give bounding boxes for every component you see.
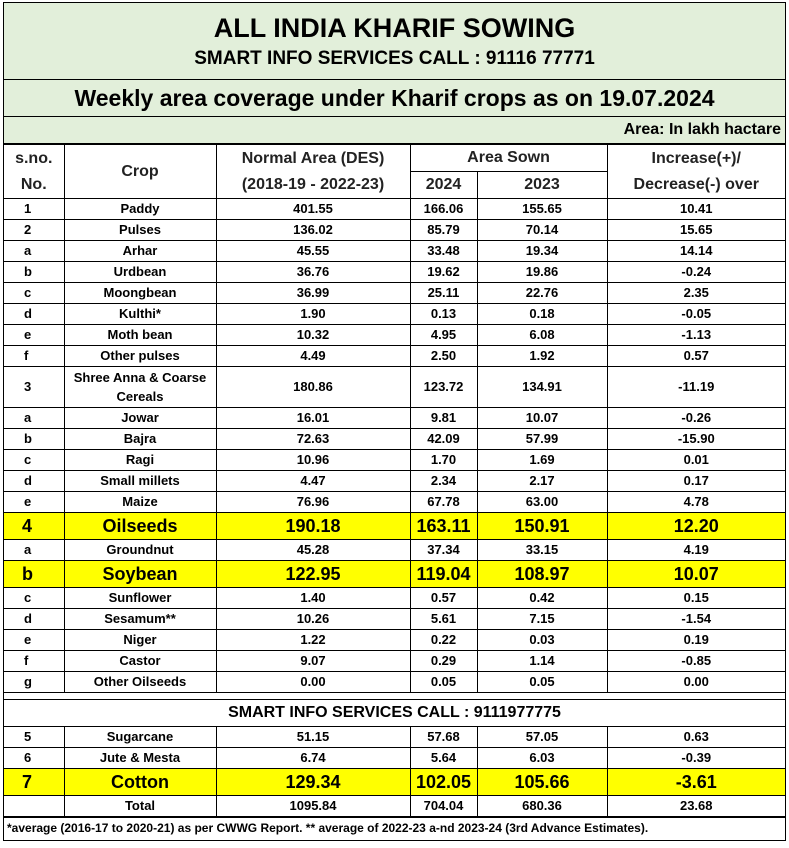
sno-cell: a <box>4 408 64 429</box>
normal-area-cell: 1.90 <box>216 304 410 325</box>
normal-area-cell: 4.47 <box>216 471 410 492</box>
crop-cell: Oilseeds <box>64 513 216 540</box>
sno-cell: 4 <box>4 513 64 540</box>
change-cell: 0.17 <box>607 471 785 492</box>
area-2024-cell: 0.05 <box>410 672 477 693</box>
crop-cell: Other pulses <box>64 346 216 367</box>
sno-cell: f <box>4 346 64 367</box>
area-2024-cell: 0.22 <box>410 630 477 651</box>
total-2023: 680.36 <box>477 796 607 817</box>
table-row <box>4 199 785 220</box>
sno-cell: a <box>4 540 64 561</box>
normal-area-cell: 6.74 <box>216 748 410 769</box>
table-row <box>4 630 785 651</box>
sno-cell: 7 <box>4 769 64 796</box>
normal-area-cell: 10.26 <box>216 609 410 630</box>
report-title: ALL INDIA KHARIF SOWING <box>213 13 576 43</box>
area-2023-cell: 108.97 <box>477 561 607 588</box>
sno-cell: c <box>4 450 64 471</box>
normal-area-cell: 180.86 <box>216 367 410 408</box>
change-cell: -1.13 <box>607 325 785 346</box>
area-2024-cell: 2.50 <box>410 346 477 367</box>
area-2024-cell: 5.64 <box>410 748 477 769</box>
area-2023-cell: 70.14 <box>477 220 607 241</box>
area-2023-cell: 155.65 <box>477 199 607 220</box>
sno-cell: d <box>4 304 64 325</box>
sno-cell: d <box>4 609 64 630</box>
crop-cell: Maize <box>64 492 216 513</box>
table-row <box>4 304 785 325</box>
area-2024-cell: 9.81 <box>410 408 477 429</box>
area-2024-cell: 5.61 <box>410 609 477 630</box>
area-2023-cell: 2.17 <box>477 471 607 492</box>
area-2023-cell: 0.42 <box>477 588 607 609</box>
sno-cell: e <box>4 630 64 651</box>
area-2024-cell: 163.11 <box>410 513 477 540</box>
area-2023-cell: 10.07 <box>477 408 607 429</box>
normal-area-cell: 9.07 <box>216 651 410 672</box>
normal-area-cell: 129.34 <box>216 769 410 796</box>
kharif-sowing-sheet <box>3 2 786 841</box>
col-2023: 2023 <box>477 172 607 199</box>
table-row <box>4 429 785 450</box>
change-cell: -0.39 <box>607 748 785 769</box>
table-row <box>4 450 785 471</box>
table-row <box>4 748 785 769</box>
change-cell: 10.07 <box>607 561 785 588</box>
sno-cell: c <box>4 588 64 609</box>
crop-cell: Moongbean <box>64 283 216 304</box>
normal-area-cell: 122.95 <box>216 561 410 588</box>
area-2024-cell: 1.70 <box>410 450 477 471</box>
sowing-table <box>4 144 785 817</box>
area-2023-cell: 57.99 <box>477 429 607 450</box>
normal-area-cell: 136.02 <box>216 220 410 241</box>
table-row <box>4 262 785 283</box>
total-sno-cell <box>4 796 64 817</box>
table-row <box>4 220 785 241</box>
crop-cell: Other Oilseeds <box>64 672 216 693</box>
change-cell: 10.41 <box>607 199 785 220</box>
crop-cell: Pulses <box>64 220 216 241</box>
crop-cell: Sugarcane <box>64 727 216 748</box>
area-2023-cell: 63.00 <box>477 492 607 513</box>
area-2023-cell: 1.14 <box>477 651 607 672</box>
change-cell: 0.19 <box>607 630 785 651</box>
normal-area-cell: 401.55 <box>216 199 410 220</box>
report-subtitle: Weekly area coverage under Kharif crops as on 19.07.2024 <box>4 80 785 117</box>
crop-cell: Jowar <box>64 408 216 429</box>
crop-cell: Soybean <box>64 561 216 588</box>
total-2024: 704.04 <box>410 796 477 817</box>
area-2023-cell: 0.18 <box>477 304 607 325</box>
normal-area-cell: 4.49 <box>216 346 410 367</box>
crop-cell: Groundnut <box>64 540 216 561</box>
area-2023-cell: 6.03 <box>477 748 607 769</box>
table-row <box>4 471 785 492</box>
change-cell: -15.90 <box>607 429 785 450</box>
normal-area-cell: 16.01 <box>216 408 410 429</box>
table-row <box>4 540 785 561</box>
area-2024-cell: 4.95 <box>410 325 477 346</box>
crop-cell: Shree Anna & Coarse Cereals <box>64 367 216 408</box>
area-2024-cell: 0.57 <box>410 588 477 609</box>
crop-cell: Small millets <box>64 471 216 492</box>
change-cell: 15.65 <box>607 220 785 241</box>
col-2024: 2024 <box>410 172 477 199</box>
crop-cell: Ragi <box>64 450 216 471</box>
normal-area-cell: 45.28 <box>216 540 410 561</box>
table-row <box>4 492 785 513</box>
change-cell: 4.78 <box>607 492 785 513</box>
col-crop: Crop <box>64 145 216 199</box>
area-2024-cell: 119.04 <box>410 561 477 588</box>
table-row <box>4 769 785 796</box>
normal-area-cell: 72.63 <box>216 429 410 450</box>
total-change: 23.68 <box>607 796 785 817</box>
sno-cell: d <box>4 471 64 492</box>
normal-area-cell: 1.22 <box>216 630 410 651</box>
sno-cell: b <box>4 262 64 283</box>
sno-cell: c <box>4 283 64 304</box>
sno-cell: e <box>4 492 64 513</box>
change-cell: 0.15 <box>607 588 785 609</box>
area-2023-cell: 0.05 <box>477 672 607 693</box>
area-2023-cell: 0.03 <box>477 630 607 651</box>
area-2024-cell: 0.13 <box>410 304 477 325</box>
table-row <box>4 672 785 693</box>
table-row <box>4 513 785 540</box>
sno-cell: a <box>4 241 64 262</box>
area-2024-cell: 123.72 <box>410 367 477 408</box>
crop-cell: Moth bean <box>64 325 216 346</box>
area-2023-cell: 19.86 <box>477 262 607 283</box>
change-cell: -0.85 <box>607 651 785 672</box>
area-2023-cell: 7.15 <box>477 609 607 630</box>
table-row <box>4 561 785 588</box>
table-row <box>4 367 785 408</box>
sno-cell: 5 <box>4 727 64 748</box>
crop-cell: Urdbean <box>64 262 216 283</box>
change-cell: 0.01 <box>607 450 785 471</box>
normal-area-cell: 190.18 <box>216 513 410 540</box>
col-sno: s.no. No. <box>4 145 64 199</box>
area-2023-cell: 33.15 <box>477 540 607 561</box>
sno-cell: 3 <box>4 367 64 408</box>
crop-cell: Paddy <box>64 199 216 220</box>
table-row <box>4 651 785 672</box>
change-cell: -1.54 <box>607 609 785 630</box>
change-cell: -3.61 <box>607 769 785 796</box>
area-2023-cell: 150.91 <box>477 513 607 540</box>
area-2023-cell: 1.92 <box>477 346 607 367</box>
crop-cell: Arhar <box>64 241 216 262</box>
sno-cell: e <box>4 325 64 346</box>
change-cell: 0.63 <box>607 727 785 748</box>
change-cell: 2.35 <box>607 283 785 304</box>
area-2023-cell: 105.66 <box>477 769 607 796</box>
col-change: Increase(+)/ Decrease(-) over <box>607 145 785 199</box>
sno-cell: b <box>4 561 64 588</box>
crop-cell: Castor <box>64 651 216 672</box>
area-2023-cell: 22.76 <box>477 283 607 304</box>
table-row <box>4 588 785 609</box>
col-area-sown: Area Sown <box>410 145 607 172</box>
table-row <box>4 693 785 700</box>
area-2023-cell: 1.69 <box>477 450 607 471</box>
area-2023-cell: 19.34 <box>477 241 607 262</box>
normal-area-cell: 45.55 <box>216 241 410 262</box>
area-unit-note: Area: In lakh hactare <box>4 117 785 144</box>
sno-cell: f <box>4 651 64 672</box>
sno-cell: g <box>4 672 64 693</box>
area-2024-cell: 2.34 <box>410 471 477 492</box>
change-cell: -0.26 <box>607 408 785 429</box>
area-2023-cell: 57.05 <box>477 727 607 748</box>
spacer-cell <box>4 693 785 700</box>
change-cell: 0.00 <box>607 672 785 693</box>
col-normal-area: Normal Area (DES) (2018-19 - 2022-23) <box>216 145 410 199</box>
footnote: *average (2016-17 to 2020-21) as per CWWG Report. ** average of 2022-23 a-nd 2023-24 (3rd Advance Estimates). <box>4 817 785 840</box>
sno-cell: b <box>4 429 64 450</box>
normal-area-cell: 0.00 <box>216 672 410 693</box>
crop-cell: Jute & Mesta <box>64 748 216 769</box>
change-cell: -0.24 <box>607 262 785 283</box>
normal-area-cell: 76.96 <box>216 492 410 513</box>
normal-area-cell: 10.32 <box>216 325 410 346</box>
change-cell: 4.19 <box>607 540 785 561</box>
crop-cell: Kulthi* <box>64 304 216 325</box>
area-2024-cell: 57.68 <box>410 727 477 748</box>
table-row <box>4 727 785 748</box>
table-row <box>4 241 785 262</box>
crop-cell: Bajra <box>64 429 216 450</box>
area-2024-cell: 0.29 <box>410 651 477 672</box>
title-banner <box>4 3 785 80</box>
table-row <box>4 700 785 727</box>
crop-cell: Sesamum** <box>64 609 216 630</box>
total-row <box>4 796 785 817</box>
change-cell: -11.19 <box>607 367 785 408</box>
area-2024-cell: 166.06 <box>410 199 477 220</box>
normal-area-cell: 10.96 <box>216 450 410 471</box>
sno-cell: 2 <box>4 220 64 241</box>
crop-cell: Sunflower <box>64 588 216 609</box>
change-cell: 12.20 <box>607 513 785 540</box>
area-2024-cell: 37.34 <box>410 540 477 561</box>
area-2024-cell: 25.11 <box>410 283 477 304</box>
contact-line: SMART INFO SERVICES CALL : 91116 77771 <box>194 48 595 69</box>
area-2023-cell: 134.91 <box>477 367 607 408</box>
mid-banner: SMART INFO SERVICES CALL : 9111977775 <box>4 700 785 727</box>
total-label: Total <box>64 796 216 817</box>
normal-area-cell: 51.15 <box>216 727 410 748</box>
area-2023-cell: 6.08 <box>477 325 607 346</box>
area-2024-cell: 85.79 <box>410 220 477 241</box>
sno-cell: 6 <box>4 748 64 769</box>
change-cell: -0.05 <box>607 304 785 325</box>
crop-cell: Cotton <box>64 769 216 796</box>
change-cell: 14.14 <box>607 241 785 262</box>
normal-area-cell: 1.40 <box>216 588 410 609</box>
table-row <box>4 609 785 630</box>
area-2024-cell: 102.05 <box>410 769 477 796</box>
area-2024-cell: 67.78 <box>410 492 477 513</box>
crop-cell: Niger <box>64 630 216 651</box>
table-row <box>4 283 785 304</box>
area-2024-cell: 19.62 <box>410 262 477 283</box>
change-cell: 0.57 <box>607 346 785 367</box>
table-row <box>4 408 785 429</box>
normal-area-cell: 36.99 <box>216 283 410 304</box>
table-row <box>4 325 785 346</box>
sno-cell: 1 <box>4 199 64 220</box>
area-2024-cell: 42.09 <box>410 429 477 450</box>
table-row <box>4 346 785 367</box>
area-2024-cell: 33.48 <box>410 241 477 262</box>
total-normal-area: 1095.84 <box>216 796 410 817</box>
normal-area-cell: 36.76 <box>216 262 410 283</box>
